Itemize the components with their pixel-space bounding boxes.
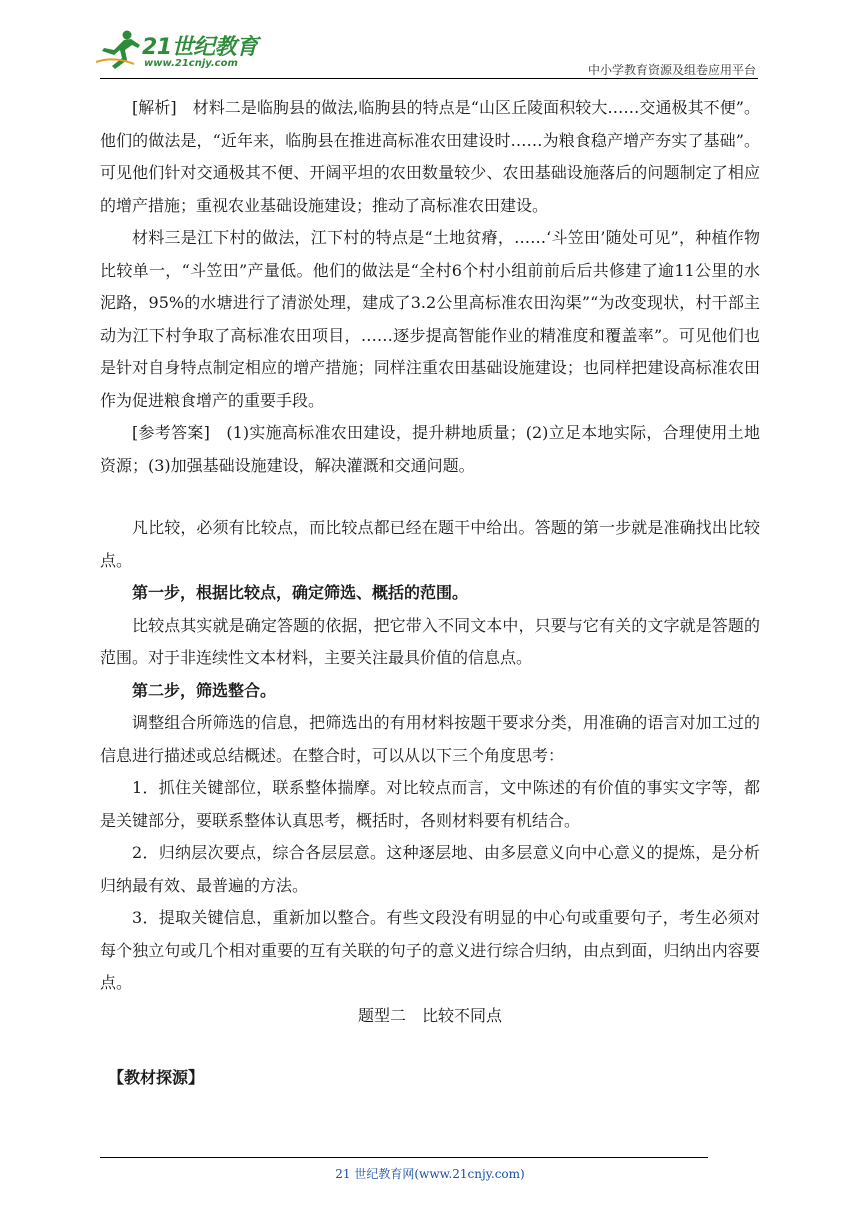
textbook-source-heading: 【教材探源】 — [108, 1068, 205, 1087]
analysis-paragraph-2: 材料三是江下村的做法，江下村的特点是“土地贫瘠，……‘斗笠田’随处可见”，种植作物比较单一，“斗笠田”产量低。他们的做法是“全村6个村小组前前后后共修建了逾11公里的水泥路，95%的水塘进行了清淤处理，建成了3.2公里高标准农田沟渠”“为改变现状，村干部主动为江下村争取了高标准农田项目，……逐步提高智能作业的精准度和覆盖率”。可见他们也是针对自身特点制定相应的增产措施；同样注重农田基础设施建设；也同样把建设高标准农田作为促进粮食增产的重要手段。 — [100, 228, 760, 410]
footer-link[interactable]: 21 世纪教育网(www.21cnjy.com) — [335, 1167, 525, 1181]
spacer — [100, 482, 760, 512]
analysis-paragraph-1 — [100, 92, 760, 222]
analysis-text-1: 材料二是临朐县的做法,临朐县的特点是“山区丘陵面积较大……交通极其不便”。他们的做法是，“近年来，临朐县在推进高标准农田建设时……为粮食稳产增产夯实了基础”。可见他们针对交通极其不便、开阔平坦的农田数量较少、农田基础设施落后的问题制定了相应的增产措施；重视农业基础设施建设；推动了高标准农田建设。 — [100, 98, 760, 215]
header-divider — [100, 78, 758, 79]
point-1: 1．抓住关键部位，联系整体揣摩。对比较点而言，文中陈述的有价值的事实文字等，都是关键部分，要联系整体认真思考，概括时，各则材料要有机结合。 — [100, 778, 760, 830]
runner-logo-icon — [94, 28, 142, 70]
analysis-tag: [解析] — [132, 98, 177, 117]
method-intro: 凡比较，必须有比较点，而比较点都已经在题干中给出。答题的第一步就是准确找出比较点。 — [100, 518, 760, 570]
page-header — [0, 0, 860, 82]
point-3: 3．提取关键信息，重新加以整合。有些文段没有明显的中心句或重要句子，考生必须对每个独立句或几个相对重要的互有关联的句子的意义进行综合归纳，由点到面，归纳出内容要点。 — [100, 908, 760, 992]
site-logo[interactable] — [94, 34, 264, 76]
document-body — [100, 92, 760, 1095]
step-two-heading: 第二步，筛选整合。 — [132, 680, 277, 700]
section-title: 题型二 比较不同点 — [357, 1005, 502, 1025]
reference-answer — [100, 417, 760, 482]
point-2: 2．归纳层次要点，综合各层层意。这种逐层地、由多层意义向中心意义的提炼，是分析归纳最有效、最普遍的方法。 — [100, 843, 760, 895]
answer-text: (1)实施高标准农田建设，提升耕地质量；(2)立足本地实际，合理使用土地资源；(3)加强基础设施建设，解决灌溉和交通问题。 — [100, 423, 760, 475]
platform-name: 中小学教育资源及组卷应用平台 — [587, 63, 756, 77]
logo-url: www.21cnjy.com — [144, 58, 238, 69]
logo-text: 21世纪教育 — [142, 35, 258, 60]
step-one-heading: 第一步，根据比较点，确定筛选、概括的范围。 — [132, 583, 469, 602]
step-two-text: 调整组合所筛选的信息，把筛选出的有用材料按题干要求分类，用准确的语言对加工过的信息进行描述或总结概述。在整合时，可以从以下三个角度思考： — [100, 713, 760, 765]
answer-tag: [参考答案] — [132, 423, 210, 442]
footer-divider — [100, 1157, 708, 1158]
step-one-text: 比较点其实就是确定答题的依据，把它带入不同文本中，只要与它有关的文字就是答题的范围。对于非连续性文本材料，主要关注最具价值的信息点。 — [100, 615, 760, 667]
spacer — [100, 1032, 760, 1062]
